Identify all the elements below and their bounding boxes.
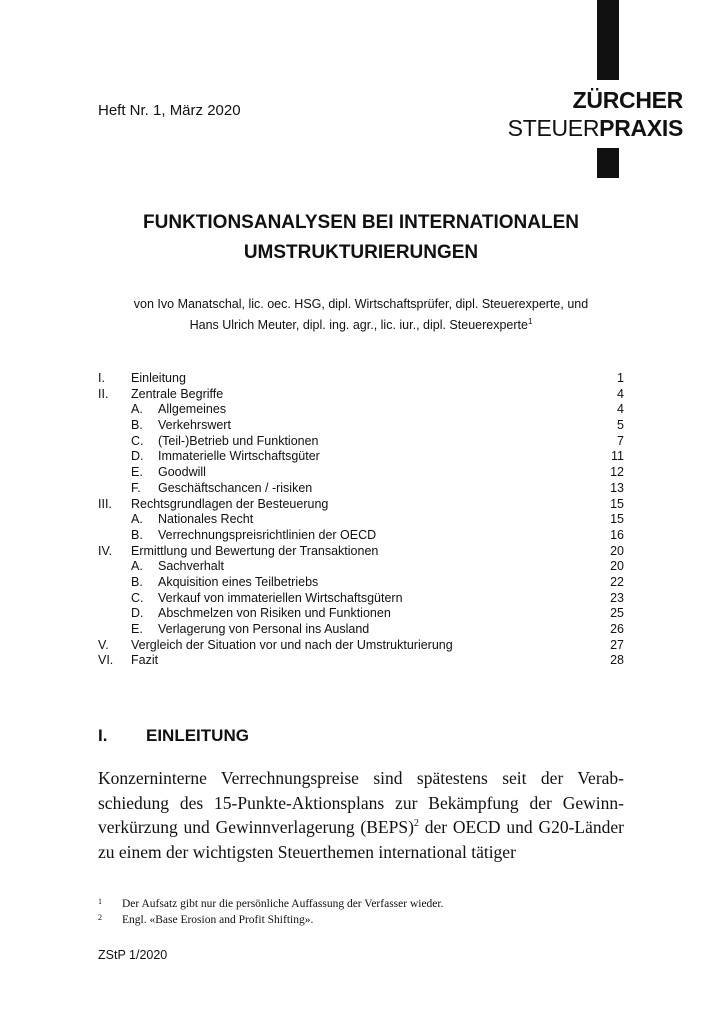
footnote-ref: 2 <box>413 818 419 830</box>
article-title <box>60 208 662 268</box>
toc-entry <box>98 653 624 669</box>
title-line-1: FUNKTIONSANALYSEN BEI INTERNATIONALEN <box>143 212 579 233</box>
toc-label: Immaterielle Wirtschaftsgüter <box>158 449 320 464</box>
toc-entry <box>98 434 624 450</box>
toc-page-number: 1 <box>617 371 624 385</box>
toc-label: Fazit <box>131 653 159 668</box>
article-authors <box>60 296 662 334</box>
toc-entry <box>98 622 624 638</box>
toc-label: Sachverhalt <box>158 559 225 574</box>
toc-number: V. <box>98 637 109 652</box>
toc-page-number: 20 <box>610 559 624 574</box>
toc-label: Verlagerung von Personal ins Ausland <box>158 622 370 636</box>
toc-page-number: 23 <box>610 590 624 605</box>
toc-page-number: 28 <box>610 653 624 668</box>
toc-entry <box>98 371 624 387</box>
table-of-contents <box>98 371 624 669</box>
toc-entry <box>98 606 624 622</box>
toc-label: Verkauf von immateriellen Wirtschaftsgütern <box>158 590 403 605</box>
toc-page-number: 16 <box>610 527 624 542</box>
toc-entry <box>98 638 624 654</box>
toc-label: Nationales Recht <box>158 512 254 527</box>
toc-page-number: 11 <box>611 449 624 464</box>
toc-label: Goodwill <box>158 465 206 480</box>
toc-entry <box>98 387 624 403</box>
toc-page-number: 22 <box>610 574 624 589</box>
toc-number: VI. <box>98 653 114 668</box>
toc-label: Ermittlung und Bewertung der Transaktionen <box>131 543 379 558</box>
footnote-text: Der Aufsatz gibt nur die persönliche Auffassung der Verfasser wieder. <box>122 898 444 910</box>
toc-label: Allgemeines <box>158 402 227 417</box>
toc-label: Abschmelzen von Risiken und Funktionen <box>158 606 391 621</box>
toc-number: III. <box>98 496 112 511</box>
toc-page-number: 4 <box>617 402 624 417</box>
section-number: I. <box>98 726 108 745</box>
footnote <box>98 896 624 912</box>
brand-praxis: PRAXIS <box>599 115 683 141</box>
toc-entry <box>98 418 624 434</box>
toc-page-number: 26 <box>610 622 624 636</box>
toc-subnumber: C. <box>131 590 144 605</box>
footnotes <box>98 896 624 928</box>
toc-subnumber: E. <box>131 465 143 480</box>
toc-page-number: 15 <box>610 496 624 511</box>
toc-entry <box>98 591 624 607</box>
title-line-2: UMSTRUKTURIERUNGEN <box>243 242 479 263</box>
toc-subnumber: C. <box>131 433 144 448</box>
toc-entry <box>98 512 624 528</box>
toc-label: Rechtsgrundlagen der Besteuerung <box>131 496 329 511</box>
toc-subnumber: F. <box>131 480 141 495</box>
logo-bar-top <box>597 0 619 80</box>
toc-page-number: 12 <box>610 465 624 480</box>
toc-subnumber: A. <box>131 559 143 574</box>
toc-entry <box>98 481 624 497</box>
toc-page-number: 25 <box>610 606 624 621</box>
toc-entry <box>98 402 624 418</box>
toc-entry <box>98 575 624 591</box>
page-footer: ZStP 1/2020 <box>98 948 168 962</box>
toc-label: (Teil-)Betrieb und Funktionen <box>158 433 319 448</box>
toc-label: Verkehrswert <box>158 418 231 433</box>
toc-entry <box>98 528 624 544</box>
toc-subnumber: E. <box>131 622 143 636</box>
footnote <box>98 912 624 928</box>
brand-name-line1: ZÜRCHER <box>572 87 683 113</box>
toc-label: Zentrale Begriffe <box>131 386 224 401</box>
toc-page-number: 7 <box>617 433 624 448</box>
brand-name-line2 <box>480 115 683 142</box>
toc-subnumber: D. <box>131 449 144 464</box>
toc-subnumber: A. <box>131 512 143 527</box>
toc-label: Geschäftschancen / -risiken <box>158 480 313 495</box>
authors-line-1: von Ivo Manatschal, lic. oec. HSG, dipl. Wirtschaftsprüfer, dipl. Steuerexperte, und <box>133 297 589 311</box>
toc-page-number: 4 <box>617 386 624 401</box>
toc-subnumber: B. <box>131 527 143 542</box>
footnote-number: 1 <box>98 897 102 906</box>
toc-subnumber: B. <box>131 574 143 589</box>
toc-number: I. <box>98 371 105 385</box>
issue-info: Heft Nr. 1, März 2020 <box>98 102 241 119</box>
toc-page-number: 15 <box>610 512 624 527</box>
toc-entry <box>98 559 624 575</box>
toc-entry <box>98 449 624 465</box>
toc-label: Einleitung <box>131 371 186 385</box>
toc-page-number: 5 <box>617 418 624 433</box>
section-heading <box>98 726 249 746</box>
toc-page-number: 13 <box>610 480 624 495</box>
toc-subnumber: A. <box>131 402 143 417</box>
toc-subnumber: B. <box>131 418 143 433</box>
toc-number: II. <box>98 386 109 401</box>
toc-label: Akquisition eines Teilbetriebs <box>158 574 319 589</box>
brand-steuer: STEUER <box>507 115 600 141</box>
toc-page-number: 20 <box>610 543 624 558</box>
logo-bar-bottom <box>597 148 619 178</box>
authors-line-2: Hans Ulrich Meuter, dipl. ing. agr., lic. iur., dipl. Steuerexperte$^1$ <box>189 317 533 333</box>
toc-entry <box>98 497 624 513</box>
body-paragraph: Konzerninterne Verrechnungspreise sind spätestens seit der Verabschiedung des 15-Punkte-Aktionsplans zur Bekämpfung der Gewinnverkürzung und Gewinnverlagerung (BEPS)$^2$ der OECD und G20-Länder zu einem der wichtigsten Steuerthemen international tätiger <box>98 768 624 862</box>
toc-label: Verrechnungspreisrichtlinien der OECD <box>158 527 377 542</box>
toc-entry <box>98 544 624 560</box>
footnote-number: 2 <box>98 913 102 922</box>
section-title: EINLEITUNG <box>146 726 249 745</box>
toc-label: Vergleich der Situation vor und nach der Umstrukturierung <box>131 637 453 652</box>
toc-entry <box>98 465 624 481</box>
footnote-ref: 1 <box>527 317 533 326</box>
toc-number: IV. <box>98 543 113 558</box>
footnote-text: Engl. «Base Erosion and Profit Shifting». <box>122 914 314 926</box>
toc-subnumber: D. <box>131 606 144 621</box>
toc-page-number: 27 <box>610 637 624 652</box>
